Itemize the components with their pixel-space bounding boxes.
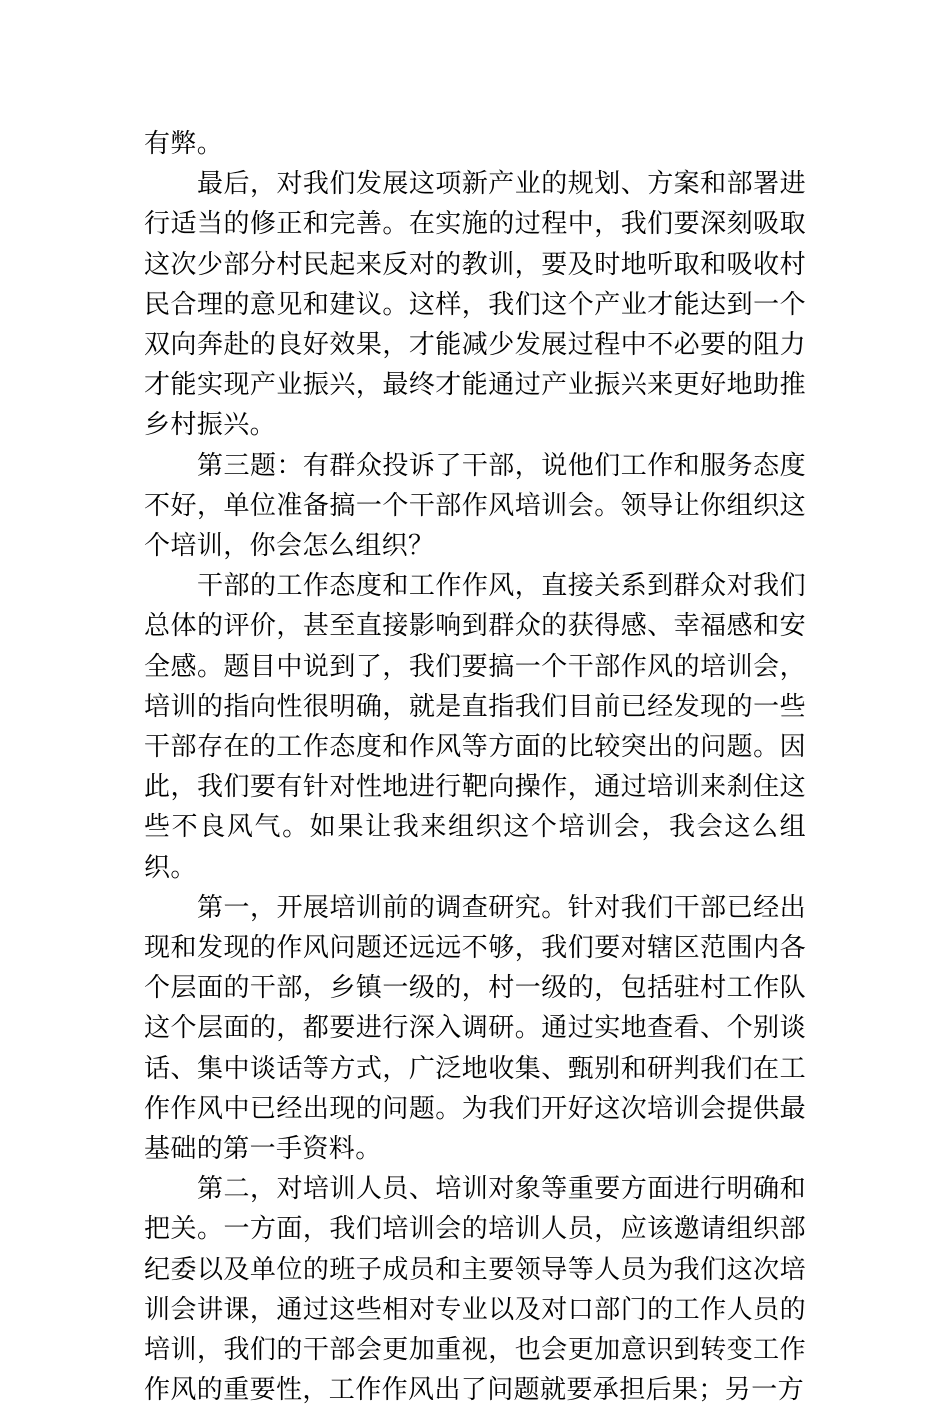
paragraph-continuation: 有弊。 (144, 129, 224, 159)
paragraph-answer-intro: 干部的工作态度和工作作风，直接关系到群众对我们总体的评价，甚至直接影响到群众的获得感、幸福感和安全感。题目中说到了，我们要搞一个干部作风的培训会，培训的指向性很明确，就是直指我们目前已经发现的一些干部存在的工作态度和作风等方面的比较突出的问题。因此，我们要有针对性地进行靶向操作，通过培训来刹住这些不良风气。如果让我来组织这个培训会，我会这么组织。 (144, 571, 806, 883)
document-page (144, 124, 806, 1411)
paragraph-finally: 最后，对我们发展这项新产业的规划、方案和部署进行适当的修正和完善。在实施的过程中，我们要深刻吸取这次少部分村民起来反对的教训，要及时地听取和吸收村民合理的意见和建议。这样，我们这个产业才能达到一个双向奔赴的良好效果，才能减少发展过程中不必要的阻力才能实现产业振兴，最终才能通过产业振兴来更好地助推乡村振兴。 (144, 169, 806, 441)
paragraph-second: 第二，对培训人员、培训对象等重要方面进行明确和把关。一方面，我们培训会的培训人员，应该邀请组织部纪委以及单位的班子成员和主要领导等人员为我们这次培训会讲课，通过这些相对专业以及对口部门的工作人员的培训，我们的干部会更加重视，也会更加意识到转变工作作风的重要性，工作作风出了问题就要承担后果；另一方 (144, 1174, 806, 1406)
paragraph-question-3: 第三题：有群众投诉了干部，说他们工作和服务态度不好，单位准备搞一个干部作风培训会。领导让你组织这个培训，你会怎么组织？ (144, 450, 806, 562)
paragraph-first: 第一，开展培训前的调查研究。针对我们干部已经出现和发现的作风问题还远远不够，我们要对辖区范围内各个层面的干部，乡镇一级的，村一级的，包括驻村工作队这个层面的，都要进行深入调研。通过实地查看、个别谈话、集中谈话等方式，广泛地收集、甄别和研判我们在工作作风中已经出现的问题。为我们开好这次培训会提供最基础的第一手资料。 (144, 892, 806, 1165)
